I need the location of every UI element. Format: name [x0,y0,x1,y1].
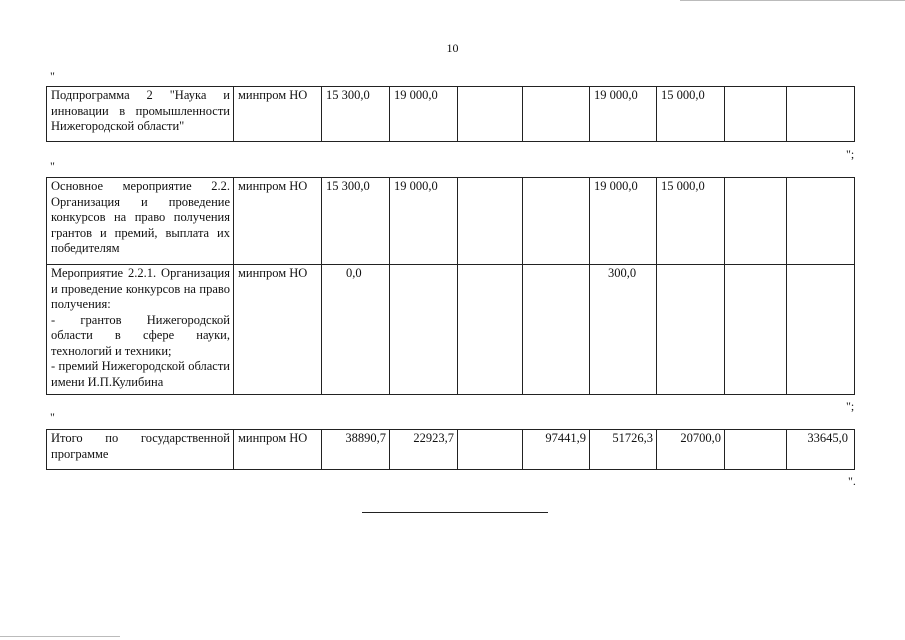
value-cell [458,87,523,142]
value-cell: 15 000,0 [657,178,725,265]
table-program-total [46,429,855,470]
value-cell [458,430,523,470]
value-cell [523,178,590,265]
value-cell [787,178,855,265]
value-cell [725,87,787,142]
row-executor: минпром НО [234,178,322,265]
value-cell [787,265,855,395]
value-cell [725,265,787,395]
value-cell [725,430,787,470]
open-quote-1: " [50,69,55,83]
close-quote-1: "; [846,147,855,161]
value-cell [390,265,458,395]
value-cell: 15 000,0 [657,87,725,142]
close-quote-3: ". [848,474,856,488]
value-cell: 51726,3 [590,430,657,470]
scan-edge-bottom [0,636,120,637]
table-main-activity-2-2 [46,177,855,395]
table-row [47,87,855,142]
open-quote-2: " [50,159,55,173]
value-cell [523,265,590,395]
value-cell: 15 300,0 [322,87,390,142]
table-row [47,178,855,265]
closing-rule [362,512,548,513]
open-quote-3: " [50,410,55,424]
value-cell: 19 000,0 [590,87,657,142]
table-subprogram-2 [46,86,855,142]
value-cell: 19 000,0 [390,87,458,142]
value-cell [458,265,523,395]
description-line: Мероприятие 2.2.1. Организация и проведение конкурсов на право получения: [51,266,230,311]
row-executor: минпром НО [234,87,322,142]
value-cell [725,178,787,265]
row-description: Подпрограмма 2 "Наука и инновации в промышленности Нижегородской области" [47,87,234,142]
row-description: Итого по государственной программе [47,430,234,470]
value-cell [787,87,855,142]
value-cell: 33645,0 [787,430,855,470]
row-description [47,265,234,395]
value-cell: 20700,0 [657,430,725,470]
close-quote-2: "; [846,399,855,413]
description-line: - грантов Нижегородской области в сфере науки, технологий и техники; [51,312,230,358]
value-cell: 19 000,0 [390,178,458,265]
value-cell: 0,0 [322,265,390,395]
table-row [47,265,855,395]
row-executor: минпром НО [234,430,322,470]
table-row [47,430,855,470]
value-cell: 22923,7 [390,430,458,470]
value-cell: 19 000,0 [590,178,657,265]
page-number: 10 [446,41,459,55]
value-cell [458,178,523,265]
value-cell: 300,0 [590,265,657,395]
description-line: - премий Нижегородской области имени И.П.Кулибина [51,359,230,389]
value-cell: 38890,7 [322,430,390,470]
value-cell [657,265,725,395]
value-cell [523,87,590,142]
scan-edge-top [680,0,905,1]
value-cell: 15 300,0 [322,178,390,265]
value-cell: 97441,9 [523,430,590,470]
row-description: Основное мероприятие 2.2. Организация и проведение конкурсов на право получения грантов и премий, выплата их победителям [47,178,234,265]
row-executor: минпром НО [234,265,322,395]
